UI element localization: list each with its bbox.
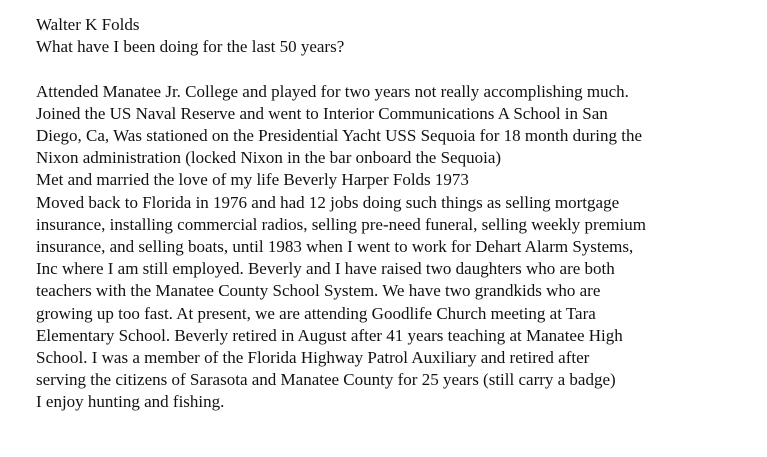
author-name: Walter K Folds: [36, 15, 140, 34]
body-line: insurance, and selling boats, until 1983 when I went to work for Dehart Alarm Systems,: [36, 237, 634, 257]
body-line: growing up too fast. At present, we are attending Goodlife Church meeting at Tara: [36, 303, 596, 323]
body-line: Nixon administration (locked Nixon in the bar onboard the Sequoia): [36, 148, 502, 168]
body-line: serving the citizens of Sarasota and Manatee County for 25 years (still carry a badge): [36, 370, 616, 390]
paragraph-spacer: [36, 58, 761, 80]
body-line: Attended Manatee Jr. College and played for two years not really accomplishing much.: [36, 81, 629, 101]
body-line: Met and married the love of my life Beverly Harper Folds 1973: [36, 170, 469, 190]
body-line: teachers with the Manatee County School System. We have two grandkids who are: [36, 281, 601, 301]
document-page: [36, 14, 761, 414]
body-line: Inc where I am still employed. Beverly and I have raised two daughters who are both: [36, 259, 615, 279]
body-line: insurance, installing commercial radios, selling pre-need funeral, selling weekly premium: [36, 214, 646, 234]
body-line: School. I was a member of the Florida Highway Patrol Auxiliary and retired after: [36, 348, 590, 368]
body-line: Diego, Ca, Was stationed on the Presidential Yacht USS Sequoia for 18 month during the: [36, 126, 643, 145]
body-line: Elementary School. Beverly retired in August after 41 years teaching at Manatee High: [36, 325, 623, 345]
body-line: I enjoy hunting and fishing.: [36, 392, 225, 412]
document-heading: What have I been doing for the last 50 years?: [36, 37, 345, 57]
body-line: Joined the US Naval Reserve and went to Interior Communications A School in San: [36, 103, 608, 123]
body-text: [36, 81, 761, 414]
body-line: Moved back to Florida in 1976 and had 12 jobs doing such things as selling mortgage: [36, 192, 620, 212]
